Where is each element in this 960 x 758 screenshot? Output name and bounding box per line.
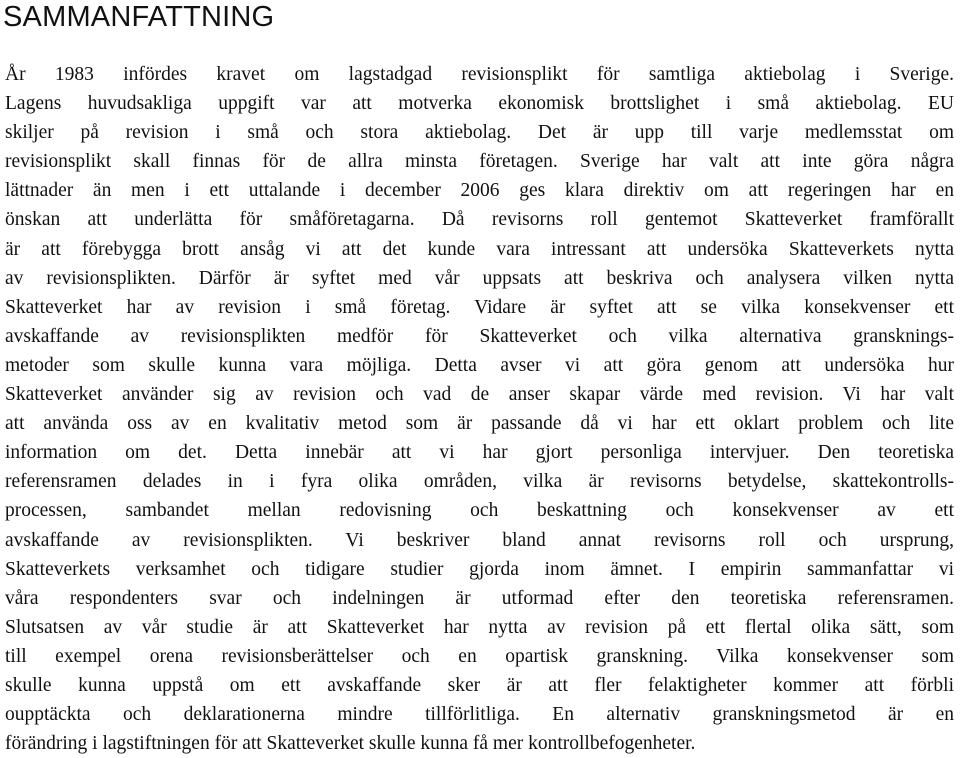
text-line: skulle kunna uppstå om ett avskaffande sker är att fler felaktigheter kommer att förbli	[5, 674, 954, 696]
text-line: oupptäckta och deklarationerna mindre tillförlitliga. En alternativ granskningsmetod är en	[5, 704, 954, 726]
text-line: till exempel orena revisionsberättelser och en opartisk granskning. Vilka konsekvenser som	[5, 645, 954, 667]
text-line: avskaffande av revisionsplikten medför för Skatteverket och vilka alternativa gransknings-	[5, 325, 954, 347]
text-line: Skatteverket har av revision i små företag. Vidare är syftet att se vilka konsekvenser ett	[5, 296, 954, 318]
text-line: Skatteverkets verksamhet och tidigare studier gjorda inom ämnet. I empirin sammanfattar vi	[5, 558, 954, 580]
text-line: skiljer på revision i små och stora aktiebolag. Det är upp till varje medlemsstat om	[5, 122, 954, 144]
text-line: förändring i lagstiftningen för att Skatteverket skulle kunna få mer kontrollbefogenheter.	[5, 733, 696, 755]
summary-paragraph	[5, 60, 954, 758]
text-line: avskaffande av revisionsplikten. Vi beskriver bland annat revisorns roll och ursprung,	[5, 529, 954, 551]
text-line: lättnader än men i ett uttalande i december 2006 ges klara direktiv om att regeringen har en	[5, 180, 954, 202]
text-line: processen, sambandet mellan redovisning och beskattning och konsekvenser av ett	[5, 500, 954, 522]
text-line: referensramen delades in i fyra olika områden, vilka är revisorns betydelse, skattekontrolls-	[5, 471, 954, 493]
text-line: av revisionsplikten. Därför är syftet med vår uppsats att beskriva och analysera vilken nytta	[5, 267, 954, 289]
section-heading: SAMMANFATTNING	[3, 1, 275, 33]
text-line: revisionsplikt skall finnas för de allra minsta företagen. Sverige har valt att inte göra några	[5, 151, 954, 173]
text-line: År 1983 infördes kravet om lagstadgad revisionsplikt för samtliga aktiebolag i Sverige.	[5, 64, 954, 85]
text-line: metoder som skulle kunna vara möjliga. Detta avser vi att göra genom att undersöka hur	[5, 354, 954, 376]
text-line: Slutsatsen av vår studie är att Skatteverket har nytta av revision på ett flertal olika sätt, som	[5, 616, 954, 638]
text-line: att använda oss av en kvalitativ metod som är passande då vi har ett oklart problem och lite	[5, 413, 954, 435]
text-line: önskan att underlätta för småföretagarna. Då revisorns roll gentemot Skatteverket framförallt	[5, 209, 954, 231]
text-line: Skatteverket använder sig av revision och vad de anser skapar värde med revision. Vi har valt	[5, 384, 954, 406]
text-line: information om det. Detta innebär att vi har gjort personliga intervjuer. Den teoretiska	[5, 442, 954, 464]
text-line: Lagens huvudsakliga uppgift var att motverka ekonomisk brottslighet i små aktiebolag. EU	[5, 93, 954, 115]
text-line: är att förebygga brott ansåg vi att det kunde vara intressant att undersöka Skatteverkets nytta	[5, 238, 954, 260]
text-line: våra respondenters svar och indelningen är utformad efter den teoretiska referensramen.	[5, 587, 954, 609]
